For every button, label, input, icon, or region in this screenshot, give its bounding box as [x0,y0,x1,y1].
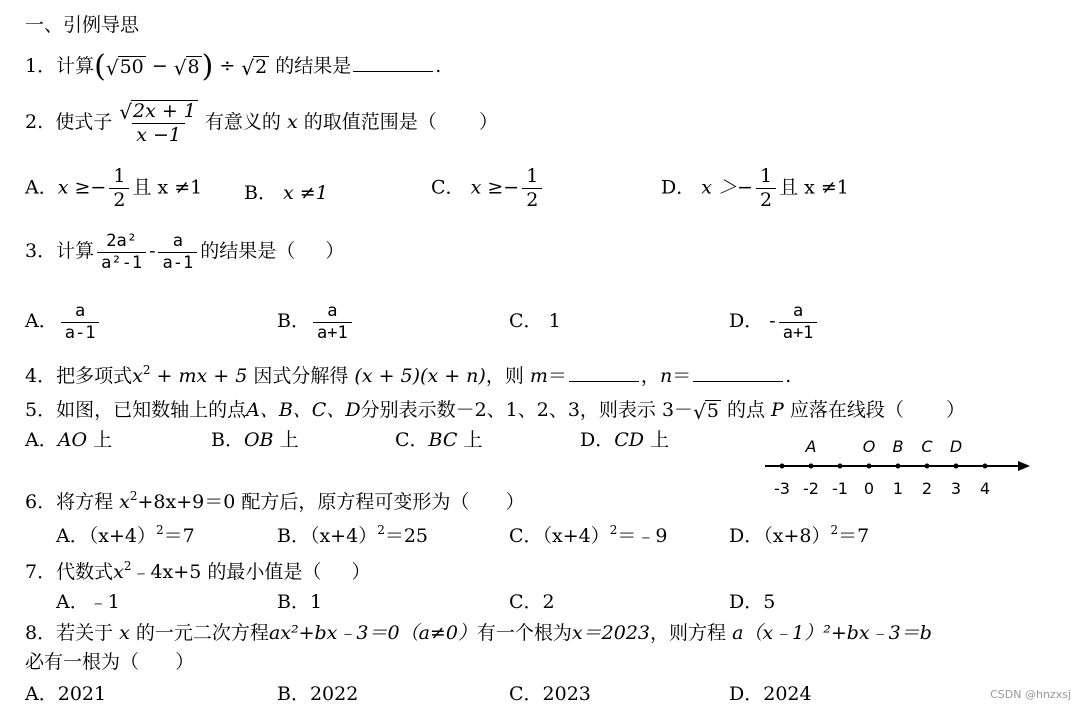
q5-text: 的点 [726,398,765,421]
numerator: a [792,301,804,321]
paren-close: ） [175,651,195,673]
option-label: B． [277,525,310,547]
fraction: √ 2x + 1 x −1 [119,99,196,146]
math: +8x+9＝0 [137,491,236,513]
q6-option-d [729,524,869,546]
q7-option-c [509,593,555,612]
math: a（x﹣1）²+bx﹣3＝b [732,622,932,644]
option-text: 上 [93,429,113,451]
option-text: 1 [548,310,561,332]
option-text: 且 x ≠1 [132,176,203,199]
option-text: 2023 [542,683,591,705]
denominator: a-1 [61,322,100,343]
math: x [119,491,130,513]
exponent: 2 [123,559,132,573]
divide-sign: ÷ [219,55,236,77]
numerator: 1 [113,165,126,187]
denominator: x −1 [132,123,185,146]
section-title: 一、引例导思 [25,14,140,36]
question-number: 7． [25,561,57,583]
exponent: 2 [129,489,138,503]
q7-option-b [277,593,322,612]
question-number: 4． [25,365,57,387]
q3-text: 计算 [56,240,95,263]
option-label: C． [431,176,465,199]
question-8 [25,624,932,643]
arrow-head-icon [1018,461,1030,471]
q3-option-c [509,312,561,331]
q6-option-b [277,524,428,546]
option-label: B． [211,429,244,451]
equals-sign: ＝ [547,365,567,387]
point-label: C [921,437,933,456]
denominator: a+1 [779,322,818,343]
fraction [97,232,146,272]
sqrt: √ 50 [105,55,144,80]
option-label: C． [395,429,429,451]
variable: x [286,110,298,133]
tick-label: 0 [863,479,875,498]
equals-sign: ＝ [672,365,692,387]
option-text: （x+4） [309,525,378,547]
q8-text: 有一个根为 [476,622,572,644]
option-label: D． [729,591,764,613]
q5-option-d [580,431,669,450]
tick-mark [809,464,814,469]
option-label: B． [244,182,277,204]
q4-text: 把多项式 [56,365,133,387]
q7-option-d [729,593,775,612]
number-line-figure [760,432,1035,507]
tick-mark [983,464,988,469]
fraction [779,302,818,342]
q3-option-d [729,302,820,342]
exponent: 2 [142,363,151,377]
q6-option-a [56,524,195,546]
math: + mx + 5 [150,365,248,387]
tick-label: 3 [950,479,962,498]
denominator: a+1 [313,322,352,343]
q2-option-c [431,166,545,211]
q5-text: 分别表示数－2、1、2、3，则表示 3－ [360,398,694,421]
paren-close: ） [325,240,345,263]
tick-mark [925,464,930,469]
question-number: 8． [25,622,57,644]
option-label: D． [729,525,764,547]
paren-close: ） [505,491,525,513]
option-label: B． [277,591,310,613]
math: ax²+bx﹣3＝0（a≠0） [268,622,477,644]
q1-text: 计算 [56,55,95,77]
option-text: 且 x ≠1 [779,176,849,199]
option-text: ＝﹣9 [617,525,668,547]
q7-option-a [56,593,120,612]
radicand: 8 [187,56,200,79]
option-text: （x+8） [763,525,831,547]
fraction [522,166,542,211]
q2-option-d [661,166,849,211]
option-text: 1 [309,591,323,613]
variable: n [659,365,673,387]
minus-sign: - [769,310,776,333]
paren-close: ） [351,561,371,583]
question-7 [25,560,371,582]
option-label: D． [580,429,615,451]
numerator: a [327,301,338,321]
q8-option-b [277,685,358,704]
option-label: A． [25,176,58,199]
exponent: 2 [830,523,839,537]
option-text: x ≥− [57,176,107,199]
q3-option-b [277,302,355,342]
question-1 [25,49,442,84]
question-2 [25,100,498,146]
math: x [113,561,124,583]
fraction [313,302,352,342]
sqrt: √ 8 [173,55,200,80]
math: ﹣4x+5 [131,561,202,583]
q8-option-c [509,685,591,704]
variable: P [771,398,784,421]
math: x [132,365,143,387]
option-text: ＝25 [384,525,429,547]
point-label: O [862,437,876,456]
option-text: 上 [463,429,483,451]
tick-label: 4 [979,479,991,498]
segment: AO [57,429,88,451]
option-text: （x+4） [88,525,156,547]
tick-label: -1 [832,479,848,498]
math: x＝2023 [571,622,651,644]
question-number: 5． [25,398,57,421]
option-text: ＝7 [163,525,195,547]
option-text: 2 [542,591,555,613]
point-label: D [949,437,963,456]
option-text: ＝7 [838,525,870,547]
q8-text: 的一元二次方程 [135,622,269,644]
paren-close: ) [201,49,214,84]
numerator: 2a² [106,231,137,251]
option-text: ﹣1 [88,591,120,613]
minus-sign: − [151,55,168,77]
numerator: a [172,231,183,251]
option-label: C． [509,525,543,547]
fraction [109,166,129,211]
denominator: 2 [522,188,542,211]
question-number: 2. [25,110,44,133]
option-text: 5 [763,591,776,613]
sqrt: √ 2 [241,55,268,80]
option-label: A． [56,591,89,613]
q5-text: 应落在线段（ [789,398,904,421]
q2-option-b [244,184,328,203]
point-label: A [805,437,817,456]
option-text: x ＞− [701,176,753,199]
denominator: a-1 [158,252,197,273]
q2-option-a [25,166,202,211]
numerator: 1 [759,165,773,187]
variable: x [119,622,130,644]
question-number: 6． [25,491,57,513]
q5-option-b [211,431,299,450]
period: . [785,365,792,387]
tick-mark [838,464,843,469]
q8-option-d [729,685,812,704]
variable: m [529,365,548,387]
option-label: D． [729,683,764,705]
paren-close: ） [479,110,499,133]
q8-text: ，则方程 [650,622,727,644]
q6-text: 将方程 [56,491,114,513]
tick-mark [780,464,785,469]
tick-mark [954,464,959,469]
question-3 [25,232,344,272]
sqrt: √ 5 [693,399,719,424]
option-label: A． [56,525,89,547]
watermark: CSDN @hnzxsj [990,688,1071,701]
points: A、B、C、D [246,398,361,421]
q5-option-c [395,431,482,450]
q2-text: 使式子 [55,110,113,133]
exponent: 2 [155,523,164,537]
q5-text: 如图，已知数轴上的点 [56,398,247,421]
comma: ， [640,365,660,387]
q1-text: 的结果是 [275,55,352,77]
option-label: C． [509,591,543,613]
denominator: 2 [756,188,776,211]
fraction [158,232,197,272]
q5-option-a [25,431,112,450]
option-text: 2024 [763,683,812,705]
q8-option-a [25,685,106,704]
tick-label: 1 [892,479,904,498]
tick-label: -2 [803,479,819,498]
q7-text: 代数式 [56,561,114,583]
q3-option-a [25,302,102,342]
paren-open: ( [94,49,106,84]
q3-text: 的结果是（ [200,240,296,263]
option-label: C． [509,683,543,705]
option-label: B． [277,683,310,705]
option-label: D． [661,176,696,199]
option-text: （x+4） [542,525,610,547]
fraction [61,302,100,342]
segment: OB [243,429,274,451]
minus-sign: - [149,240,156,263]
option-label: A． [25,429,58,451]
option-text: 2022 [309,683,359,705]
radicand: 5 [706,400,719,422]
q4-text: 因式分解得 [253,365,349,387]
q2-text: 有意义的 [204,110,281,133]
option-label: A． [25,310,58,333]
option-text: 上 [650,429,670,451]
tick-label: -3 [774,479,790,498]
answer-blank [353,70,433,72]
q2-text: 的取值范围是（ [303,110,437,133]
paren-close: ） [946,398,966,421]
answer-blank [569,380,639,382]
exponent: 2 [377,523,385,537]
option-text: 上 [279,429,299,451]
tick-label: 2 [921,479,933,498]
exponent: 2 [609,523,618,537]
tick-mark [867,464,872,469]
question-6 [25,490,525,512]
option-label: A． [25,683,58,705]
radicand: 50 [119,56,144,79]
q8-text: 若关于 [56,622,114,644]
tick-mark [896,464,901,469]
q6-option-c [509,524,668,546]
option-text: 2021 [57,683,107,705]
option-text: x ≥− [470,176,520,199]
option-text: x ≠1 [283,182,328,204]
question-8-line-2 [25,653,194,672]
question-5 [25,400,965,422]
option-label: B． [277,310,310,333]
numerator: a [74,301,86,321]
option-label: C． [509,310,543,332]
radicand: 2 [255,56,268,79]
numerator: 2x + 1 [133,100,196,123]
point-label: B [892,437,904,456]
question-number: 3． [25,240,57,263]
numerator: 1 [526,165,539,187]
denominator: 2 [109,188,129,211]
q4-text: ，则 [485,365,524,387]
question-4 [25,364,791,386]
segment: CD [614,429,645,451]
q8-text: 必有一根为（ [25,651,140,673]
question-number: 1． [25,55,57,77]
period: . [435,55,442,77]
fraction [756,166,776,211]
denominator: a²-1 [97,252,146,273]
option-label: D． [729,310,764,333]
q6-text: 配方后，原方程可变形为（ [241,491,470,513]
answer-blank [693,380,783,382]
segment: BC [428,429,458,451]
math: (x + 5)(x + n) [354,365,486,387]
q7-text: 的最小值是（ [207,561,322,583]
